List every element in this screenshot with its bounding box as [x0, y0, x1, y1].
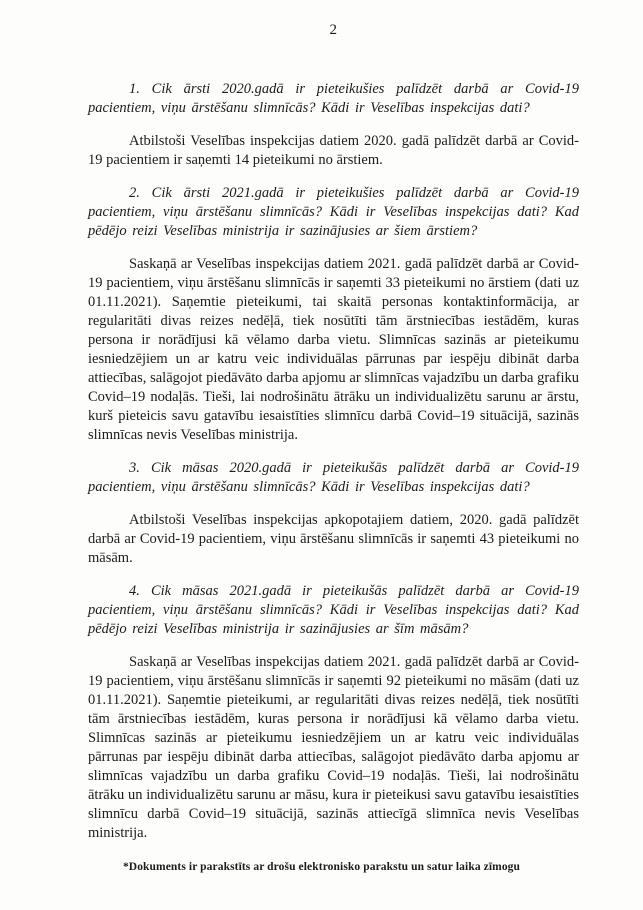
- answer-4: Saskaņā ar Veselības inspekcijas datiem 2021. gadā palīdzēt darbā ar Covid-19 pacientiem, viņu ārstēšanu slimnīcās ir saņemti 92 pieteikumi no māsām (dati uz 01.11.2021). Saņemtie pieteikumi, ar regularitāti divas reizes nedēļā, tiek nosūtīti tām ārstniecības iestādēm, kuras persona ir norādījusi kā vēlamo darba vietu. Slimnīcas sazinās ar pieteikumu iesniedzējiem un ar katru veic individuālas pārrunas par iespēju dibināt darba attiecības, salāgojot piedāvāto darba apjomu ar slimnīcas vajadzību un darba grafiku Covid–19 nodaļās. Tieši, lai nodrošinātu ātrāku un individualizētu sarunu ar māsu, kura ir pieteikusi savu gatavību iesaistīties slimnīcu darbā Covid–19 situācijā, sazinās attiecīgā slimnīca nevis Veselības ministrija.: [88, 654, 579, 841]
- question-3: 3. Cik māsas 2020.gadā ir pieteikušās palīdzēt darbā ar Covid-19 pacientiem, viņu ārstēšanu slimnīcās? Kādi ir Veselības inspekcijas dati?: [88, 460, 579, 495]
- answer-3: Atbilstoši Veselības inspekcijas apkopotajiem datiem, 2020. gadā palīdzēt darbā ar Covid-19 pacientiem, viņu ārstēšanu slimnīcās ir saņemti 43 pieteikumi no māsām.: [88, 512, 579, 566]
- answer-1: Atbilstoši Veselības inspekcijas datiem 2020. gadā palīdzēt darbā ar Covid-19 pacientiem ir saņemti 14 pieteikumi no ārstiem.: [88, 133, 579, 168]
- question-4: 4. Cik māsas 2021.gadā ir pieteikušās palīdzēt darbā ar Covid-19 pacientiem, viņu ārstēšanu slimnīcās? Kādi ir Veselības inspekcijas dati? Kad pēdējo reizi Veselības ministrija ir sazinājusies ar šīm māsām?: [88, 583, 579, 637]
- document-body: [88, 80, 579, 843]
- answer-2: Saskaņā ar Veselības inspekcijas datiem 2021. gadā palīdzēt darbā ar Covid-19 pacientiem, viņu ārstēšanu slimnīcās ir saņemti 33 pieteikumi no ārstiem (dati uz 01.11.2021). Saņemtie pieteikumi, tai skaitā personas kontaktinformācija, ar regularitāti divas reizes nedēļā, tiek nosūtīti tām ārstniecības iestādēm, kuras persona ir norādījusi kā vēlamo darba vietu. Slimnīcas sazinās ar pieteikumu iesniedzējiem un ar katru veic individuālas pārrunas par iespēju dibināt darba attiecības, salāgojot piedāvāto darba apjomu ar slimnīcas vajadzību un darba grafiku Covid–19 nodaļās. Tieši, lai nodrošinātu ātrāku un individualizētu sarunu ar ārstu, kurš pieteicis savu gatavību iesaistīties slimnīcu darbā Covid–19 situācijā, sazinās slimnīcas nevis Veselības ministrija.: [88, 256, 579, 443]
- signature-note: *Dokuments ir parakstīts ar drošu elektronisko parakstu un satur laika zīmogu: [122, 861, 521, 873]
- page-number: 2: [329, 22, 338, 38]
- question-1: 1. Cik ārsti 2020.gadā ir pieteikušies palīdzēt darbā ar Covid-19 pacientiem, viņu ārstēšanu slimnīcās? Kādi ir Veselības inspekcijas dati?: [88, 81, 579, 116]
- question-2: 2. Cik ārsti 2021.gadā ir pieteikušies palīdzēt darbā ar Covid-19 pacientiem, viņu ārstēšanu slimnīcās? Kādi ir Veselības inspekcijas dati? Kad pēdējo reizi Veselības ministrija ir sazinājusies ar šiem ārstiem?: [88, 185, 579, 239]
